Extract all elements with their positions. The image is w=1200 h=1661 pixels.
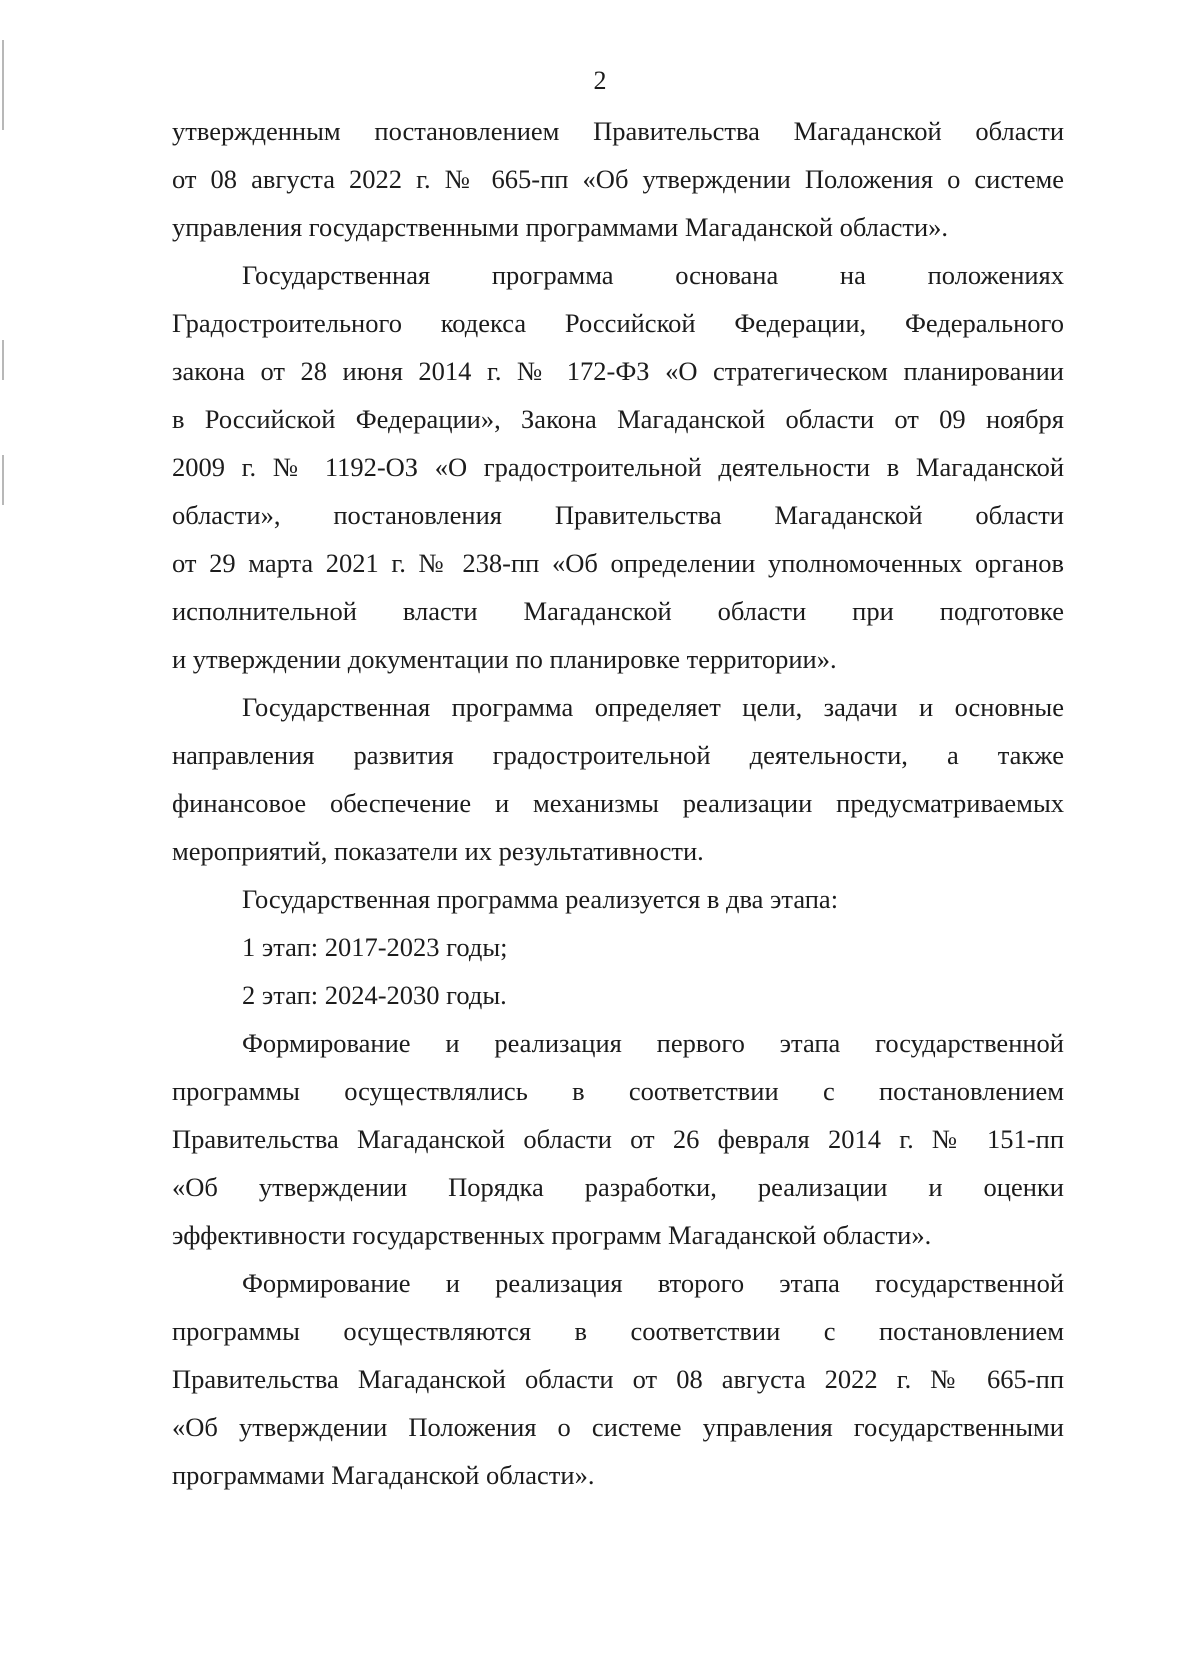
scan-edge-mark (2, 455, 4, 505)
page-number: 2 (593, 66, 607, 95)
text-line: от 08 августа 2022 г. № 665-пп «Об утверждении Положения о системе (172, 164, 1064, 194)
text-line: области», постановления Правительства Магаданской области (172, 500, 1064, 530)
text-line: исполнительной власти Магаданской области при подготовке (172, 596, 1064, 626)
text-line: управления государственными программами Магаданской области». (172, 212, 949, 242)
text-line: Государственная программа основана на положениях (242, 260, 1064, 290)
text-line: мероприятий, показатели их результативности. (172, 836, 704, 866)
scan-edge-mark (2, 340, 4, 380)
text-line: Правительства Магаданской области от 08 августа 2022 г. № 665-пп (172, 1364, 1064, 1394)
text-line: 1 этап: 2017-2023 годы; (242, 932, 508, 962)
text-line: и утверждении документации по планировке территории». (172, 644, 837, 674)
text-line: Формирование и реализация первого этапа государственной (242, 1028, 1064, 1058)
text-line: «Об утверждении Положения о системе управления государственными (172, 1412, 1064, 1442)
text-line: Государственная программа определяет цели, задачи и основные (242, 692, 1064, 722)
text-line: финансовое обеспечение и механизмы реализации предусматриваемых (172, 788, 1064, 818)
text-line: 2009 г. № 1192-ОЗ «О градостроительной деятельности в Магаданской (172, 452, 1064, 482)
text-line: Формирование и реализация второго этапа государственной (242, 1268, 1064, 1298)
text-line: в Российской Федерации», Закона Магаданской области от 09 ноября (172, 404, 1064, 434)
text-line: утвержденным постановлением Правительства Магаданской области (172, 116, 1064, 146)
text-line: Правительства Магаданской области от 26 февраля 2014 г. № 151-пп (172, 1124, 1064, 1154)
text-line: программами Магаданской области». (172, 1460, 595, 1490)
text-line: Государственная программа реализуется в два этапа: (242, 884, 839, 914)
text-line: программы осуществлялись в соответствии с постановлением (172, 1076, 1064, 1106)
text-line: от 29 марта 2021 г. № 238-пп «Об определении уполномоченных органов (172, 548, 1064, 578)
text-line: закона от 28 июня 2014 г. № 172-ФЗ «О стратегическом планировании (172, 356, 1064, 386)
text-line: эффективности государственных программ Магаданской области». (172, 1220, 932, 1250)
text-line: программы осуществляются в соответствии с постановлением (172, 1316, 1064, 1346)
text-line: направления развития градостроительной деятельности, а также (172, 740, 1064, 770)
text-line: «Об утверждении Порядка разработки, реализации и оценки (172, 1172, 1064, 1202)
text-line: 2 этап: 2024-2030 годы. (242, 980, 507, 1010)
document-body (172, 107, 1064, 1499)
text-line: Градостроительного кодекса Российской Федерации, Федерального (172, 308, 1064, 338)
